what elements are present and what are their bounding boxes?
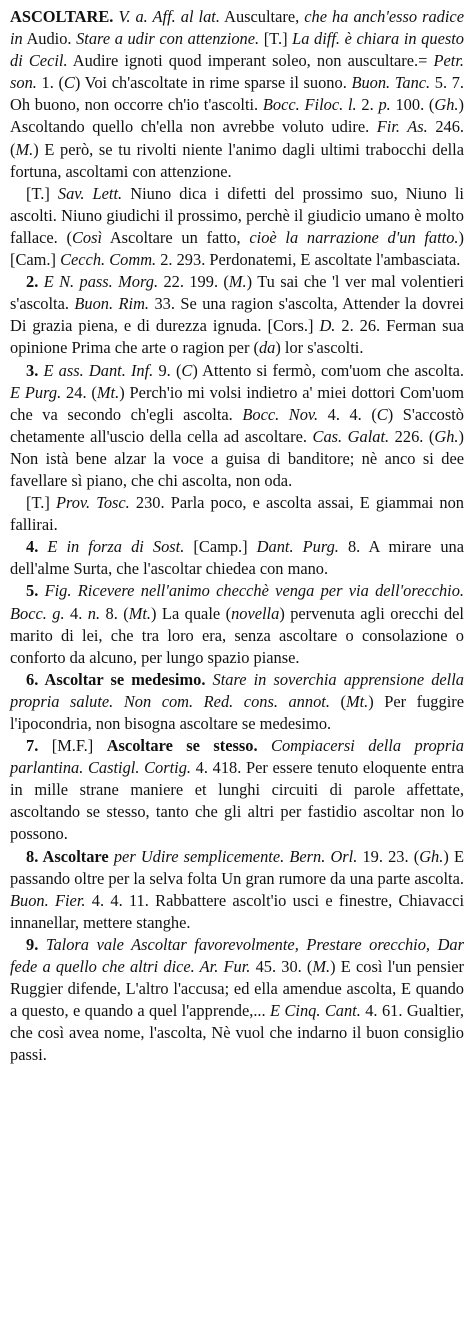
text-segment: ) pervenuta agli orecchi del marito di lei, che tra loro era, senza ascoltare o consolazione o conforto da alcuno, per lungo spazio pianse. (10, 603, 464, 667)
text-segment: Mt. (345, 691, 369, 711)
entry-sense-paragraph (10, 846, 464, 934)
entry-sense-paragraph (10, 735, 464, 845)
text-segment: Stare in soverchia apprensione della propria salute. Non com. Red. cons. annot. (10, 669, 464, 711)
text-segment: 2. 293. Perdonatemi, E ascoltate l'ambasciata. (156, 250, 461, 270)
entry-sense-paragraph (10, 492, 464, 536)
text-segment: 1. ( (36, 73, 64, 93)
entry-sense-paragraph (10, 580, 464, 668)
text-segment: 4. 61. Gualtier, che così avea nome, l'ascolta, Nè vuol che indarno il buon consiglio passi. (10, 1001, 464, 1065)
text-segment: 4. 418. Per essere tenuto eloquente entra in mille strane maniere et lunghi circuiti di parole affettate, ascoltando se stesso, tanto che gli altri per fastidio ascoltar non lo possono. (10, 758, 464, 844)
text-segment (258, 736, 271, 755)
text-segment: ) Perch'io mi volsi indietro a' miei dottori Com'uom che va secondo ch'egli ascolta. (10, 382, 464, 424)
text-segment: 5. (26, 581, 45, 601)
text-segment: 24. ( (61, 382, 97, 402)
text-segment: novella (231, 603, 280, 623)
text-segment: [M.F.] (51, 736, 107, 756)
text-segment: Gh. (419, 846, 444, 866)
text-segment: Fig. Ricevere nell'animo checchè venga per via dell'orecchio. Bocc. g. (10, 581, 464, 623)
text-segment: 4. (26, 537, 48, 557)
text-segment: Prov. Tosc. (55, 493, 130, 513)
text-segment: Audire ignoti quod imperant soleo, non auscultare.= (67, 51, 434, 71)
text-segment: M. (312, 957, 331, 977)
text-segment: E Purg. (10, 382, 62, 402)
text-segment: Ascoltare un fatto, (102, 227, 250, 247)
text-segment: ) Attento si fermò, com'uom che ascolta. (192, 360, 465, 380)
text-segment: ) Non istà bene alzar la voce a guisa di banditore; nè anco si dee favellare sì piano, che chi ascolta, non oda. (10, 426, 464, 490)
text-segment: [T.] (26, 183, 58, 203)
text-segment: Audio. (22, 29, 77, 49)
text-segment: 22. 199. ( (158, 272, 229, 292)
text-segment: E Cinq. Cant. (270, 1001, 361, 1021)
text-segment: ) E però, se tu rivolti niente l'animo dagli ultimi trabocchi della fortuna, ascoltami con attenzione. (10, 139, 464, 181)
text-segment: cioè la narrazione d'un fatto. (249, 227, 459, 247)
text-segment: 7. (26, 736, 52, 756)
text-segment: ) Tu sai che 'l ver mal volentieri s'ascolta. (10, 272, 464, 314)
text-segment: Fir. As. (376, 117, 428, 137)
entry-sense-paragraph (10, 536, 464, 580)
text-segment: V. a. Aff. al lat. (118, 7, 220, 26)
text-segment: E N. pass. Morg. (43, 272, 159, 292)
text-segment: Buon. Rim. (74, 294, 150, 314)
text-segment: ) E passando oltre per la selva folta Un gran rumore da una parte ascolta. (10, 846, 464, 888)
text-segment: Sav. Lett. (57, 183, 123, 203)
text-segment: 6. Ascoltar se medesimo. (26, 669, 206, 689)
text-segment: ) Ascoltando quello ch'ella non avrebbe voluto udire. (10, 95, 464, 137)
text-segment: Mt. (96, 382, 120, 402)
text-segment: da (258, 338, 276, 358)
text-segment: Gh. (434, 426, 459, 446)
text-segment: E in forza di Sost. (47, 537, 185, 557)
text-segment: Bocc. Nov. (242, 404, 319, 424)
text-segment: M. (15, 139, 34, 159)
text-segment: 4. 4. ( (318, 404, 377, 424)
text-segment: 8. Ascoltare (26, 846, 109, 866)
text-segment: ) E così l'un pensier Ruggier difende, L'altro l'accusa; ed ella amendue ascolta, E quando a questo, e quando a quel l'apprende,... (10, 957, 465, 1021)
text-segment: 2. (26, 272, 44, 292)
text-segment: p. (378, 95, 391, 115)
text-segment: C (181, 360, 193, 380)
text-segment: Buon. Fier. (10, 890, 86, 910)
text-segment: ASCOLTARE. (10, 7, 114, 26)
text-segment: ) Voi ch'ascoltate in rime sparse il suono. (74, 73, 352, 93)
text-segment: Talora vale Ascoltar favorevolmente, Prestare orecchio, Dar fede a quello che altri dice. Ar. Fur. (10, 934, 464, 977)
text-segment: per Udire semplicemente. Bern. Orl. (113, 846, 358, 866)
text-segment: ) La quale ( (151, 603, 232, 623)
text-segment: 45. 30. ( (250, 957, 313, 977)
text-segment: che ha anch'esso radice in (10, 7, 464, 49)
text-segment: 33. Se una ragion s'ascolta, Attender la dovrei Di grazia piena, e di durezza ignuda. [Cors.] (10, 294, 464, 336)
text-segment: 8. A mirare una dell'alme Surta, che l'ascoltar chiedea con mano. (10, 537, 464, 579)
text-segment: 8. ( (100, 603, 129, 623)
text-segment: Compiacersi della propria parlantina. Castigl. Cortig. (10, 736, 464, 778)
text-segment: Così (71, 227, 103, 247)
text-segment: C (376, 404, 388, 424)
entry-sense-paragraph (10, 271, 464, 359)
text-segment: C (63, 73, 75, 93)
text-segment (205, 670, 212, 689)
entry-sense-paragraph (10, 934, 464, 1067)
text-segment: 9. ( (153, 360, 182, 380)
text-segment: ) [Cam.] (10, 227, 464, 270)
entry-headword-paragraph (10, 6, 464, 183)
text-segment: 5. 7. Oh buono, non occorre ch'io t'ascolti. (10, 73, 465, 115)
entry-sense-paragraph (10, 669, 464, 735)
text-segment: ) lor s'ascolti. (275, 338, 364, 358)
text-segment: Cas. Galat. (312, 426, 390, 446)
text-segment: 246. ( (10, 117, 464, 159)
text-segment: M. (228, 272, 247, 292)
entry-sense-paragraph (10, 360, 464, 493)
text-segment: 4. 4. 11. Rabbattere ascolt'io usci e finestre, Chiavacci innanellar, mettere stanghe. (10, 890, 464, 932)
text-segment: Mt. (128, 603, 152, 623)
text-segment: Niuno dica i difetti del prossimo suo, Niuno li ascolti. Niuno giudichi il prossimo, perchè il giudicio umano è molto fallace. ( (10, 183, 464, 247)
text-segment: ( (329, 691, 346, 711)
text-segment: Petr. son. (10, 51, 464, 93)
text-segment: 100. ( (390, 95, 435, 115)
text-segment: Cecch. Comm. (60, 250, 157, 270)
text-segment: n. (87, 603, 101, 623)
dictionary-entry-ascoltare (10, 6, 464, 1067)
text-segment: Gh. (434, 95, 459, 115)
text-segment: ) Per fuggire l'ipocondria, non bisogna ascoltare se medesimo. (10, 691, 464, 733)
text-segment: Buon. Tanc. (351, 73, 431, 93)
text-segment: Bocc. Filoc. l. (262, 95, 357, 115)
text-segment: 230. Parla poco, e ascolta assai, E giammai non fallirai. (10, 493, 464, 535)
text-segment: 2. 26. Ferman sua opinione Prima che arte o ragion per ( (10, 316, 464, 358)
text-segment: 3. (26, 360, 44, 380)
text-segment: La diff. è chiara in questo di Cecil. (10, 29, 464, 71)
text-segment: 19. 23. ( (357, 846, 420, 866)
text-segment: D. (319, 316, 336, 336)
text-segment: Auscultare, (219, 7, 305, 26)
text-segment: E ass. Dant. Inf. (43, 360, 154, 380)
text-segment: 9. (26, 934, 46, 954)
text-segment: Ascoltare se stesso. (106, 736, 258, 756)
text-segment: Dant. Purg. (256, 537, 339, 557)
text-segment: ) S'accostò chetamente all'uscio della cella ad ascoltare. (10, 404, 464, 446)
text-segment: [T.] (259, 29, 293, 49)
text-segment: 4. (64, 603, 88, 623)
text-segment: 2. (356, 95, 379, 115)
text-segment: [T.] (26, 493, 56, 513)
entry-sense-paragraph (10, 183, 464, 271)
text-segment: [Camp.] (184, 537, 257, 557)
text-segment: 226. ( (389, 426, 435, 446)
text-segment: Stare a udir con attenzione. (76, 29, 260, 49)
